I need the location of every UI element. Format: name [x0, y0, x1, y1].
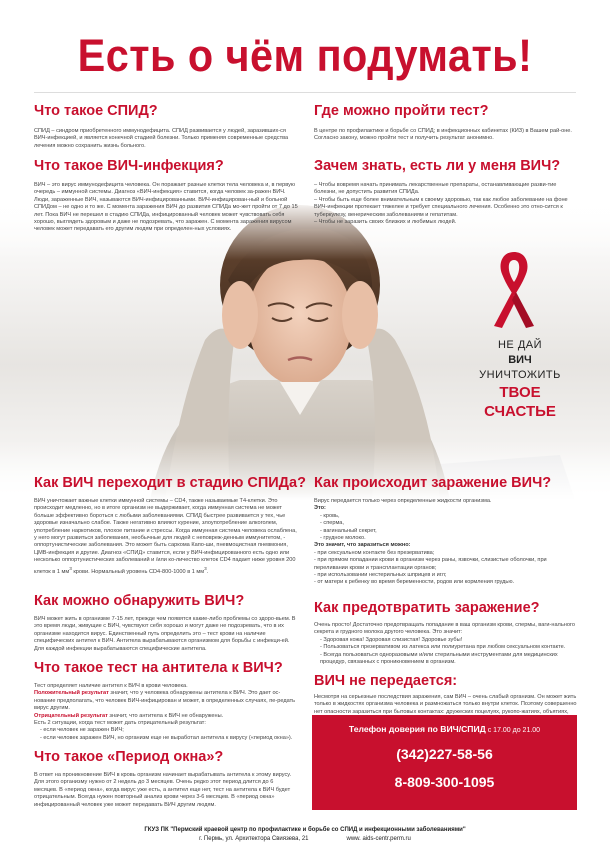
heading-antibody-test: Что такое тест на антитела к ВИЧ?: [34, 660, 283, 676]
stage-sup: 3: [69, 565, 72, 571]
negative-label: Отрицательный результат: [34, 712, 108, 719]
slogan-line-1: НЕ ДАЙ: [497, 339, 543, 351]
antibody-case: - если человек заражен ВИЧ, но организм еще не выработал антитела к вирусу («период окна»).: [40, 734, 293, 741]
prevent-item: - Пользоваться презервативом из латекса или полиуретана при любом сексуальном контакте.: [320, 644, 566, 651]
heading-detect: Как можно обнаружить ВИЧ?: [34, 593, 245, 609]
red-ribbon-icon: [488, 248, 540, 330]
slogan: [460, 338, 580, 421]
fluid-item: - грудное молоко.: [320, 535, 366, 542]
way-item: - при использовании нестерильных шприцев и игл;: [314, 572, 447, 579]
hotline-phone-2[interactable]: 8-809-300-1095: [394, 774, 495, 790]
slogan-line-5: СЧАСТЬЕ: [484, 403, 556, 420]
transmission-intro: Вирус передается только через определенные жидкости организма.: [314, 498, 492, 504]
text-not-transmitted: Несмотря на серьезные последствия заражения, сам ВИЧ – очень слабый организм. Он может жить только в жидкостях организма человека и размножаться только внутри клеток. Поэтому совершенно нет опасности заразиться при бытовых контактах: дружеских поцелуях, рукопо-жатиях, объятиях,: [314, 694, 577, 715]
antibody-negative: [34, 713, 298, 720]
heading-why-know: Зачем знать, есть ли у меня ВИЧ?: [314, 158, 561, 174]
stage-sup: 3: [204, 565, 207, 571]
page-title: Есть о чём подумать!: [77, 30, 533, 81]
heading-what-is-aids: Что такое СПИД?: [34, 103, 158, 119]
slogan-line-4: ТВОЕ: [499, 384, 541, 401]
hotline-title-text: Телефон доверия по ВИЧ/СПИД: [348, 724, 486, 734]
positive-text: значит, что у человека обнаружены антитела к ВИЧ. Это дает ос-нование предполагать, что человек ВИЧ-инфицирован и может, в определенных случаях, пе-редать вирус другим.: [34, 690, 296, 712]
way-item: - от матери к ребенку во время беременности, родов или кормления грудью.: [314, 579, 515, 586]
text-transmission: [314, 498, 578, 587]
heading-what-is-hiv: Что такое ВИЧ-инфекция?: [34, 158, 224, 174]
transmission-this-is: Это:: [314, 505, 326, 512]
why-know-line: – Чтобы вовремя начать принимать лекарственные препараты, останавливающие разви-тие болезни, не допустить развития СПИДа.: [314, 182, 557, 196]
heading-prevent: Как предотвратить заражение?: [314, 600, 540, 616]
antibody-intro: Тест определяет наличие антител к ВИЧ в крови человека.: [34, 683, 188, 689]
slogan-line-2: ВИЧ: [508, 354, 532, 366]
positive-label: Положительный результат: [34, 690, 109, 697]
heading-transmission: Как происходит заражение ВИЧ?: [314, 475, 552, 491]
text-prevent: [314, 622, 578, 666]
hotline-title: [312, 724, 577, 734]
way-item: - при прямом попадании крови в организм через раны, язвочки, слизистые оболочки, при переливании крови и трансплантации органов;: [314, 557, 547, 571]
antibody-positive: [34, 690, 298, 712]
footer-org: ГКУЗ ПК "Пермский краевой центр по профилактике и борьбе со СПИД и инфекционными заболеваниями": [144, 827, 466, 833]
why-know-line: – Чтобы не заразить своих близких и любимых людей.: [314, 219, 457, 226]
prevent-item: - Всегда пользоваться одноразовыми и/или стерильными инструментами для медицинских процедур, связанных с проникновением в организм.: [320, 651, 558, 666]
text-what-is-aids: СПИД – синдром приобретенного иммунодефицита. СПИД развивается у людей, заразивших-ся ВИЧ-инфекцией, и является конечной стадией болезни. Только применяя современные средства лечения можно сохранить жизнь больного.: [34, 128, 289, 149]
transmission-ways-title: Это значит, что заразиться можно:: [314, 542, 411, 549]
prevent-intro: Очень просто! Достаточно предотвращать попадание в ваш организм крови, спермы, ваги-нального секрета и грудного молока другого человека. Это значит:: [314, 622, 575, 636]
why-know-line: – Чтобы быть еще более внимательным к своему здоровью, так как любое заболевание на фоне ВИЧ-инфекции протекает тяжелее и требует специального лечения. Особенно это отно-сится к туберкулезу, венерическим заболеваниям и гепатитам.: [314, 196, 568, 218]
hotline-box: [312, 715, 577, 810]
stage-text-a: ВИЧ уничтожает важные клетки иммунной системы – CD4, также называемые Т4-клетки. Это происходит медленно, но в итоге организм не выдерживает, когда иммунная система не может больше эффективно бороться с любыми заболеваниями. СПИД быстрее развивается у тех, чье здоровье изначально слабое. Также негативно влияют курение, злоупотребление алкоголем, употребление наркотиков, плохое питание и стрессы. Когда иммунная система человека ослаблена, у него могут развиться заболевания, необычные для людей с неповреж-денным иммунитетом, - оппортунистические заболевания. Это может быть саркома Капо-ши, пневмоцистная пневмония, ЦМВ-инфекция и другие. Диагноз «СПИД» ставится, если у ВИЧ-инфицированного есть одно или несколько оппортунистических заболеваний и /или ко-личество клеток CD4 падает ниже уровня 200 клеток в 1 мм: [34, 498, 297, 575]
heading-not-transmitted: ВИЧ не передается:: [314, 673, 458, 689]
negative-text: значит, что антитела к ВИЧ не обнаружены.: [107, 712, 224, 719]
footer-address: г. Пермь, ул. Архитектора Свиязева, 21: [199, 836, 309, 842]
antibody-cases-intro: Есть 2 ситуации, когда тест может дать отрицательный результат:: [34, 720, 206, 727]
text-detect: ВИЧ может жить в организме 7-15 лет, прежде чем появятся какие-либо проблемы со здоро-вьем. В это время люди, живущие с ВИЧ, чувствуют себя хорошо и могут даже не подозревать, что в их организме находится вирус. Единственный путь определить это – тест крови на наличие специфических антител к ВИЧ. Антитела вырабатываются организмом для борьбы с инфекци-ей. Для каждой инфекции вырабатываются специфические антитела.: [34, 616, 296, 652]
way-item: - при сексуальном контакте без презерватива;: [314, 549, 435, 556]
title-divider: [34, 92, 576, 93]
text-what-is-hiv: ВИЧ – это вирус иммунодефицита человека. Он поражает разные клетки тела человека и, в первую очередь – иммунной системы. Диагноз «ВИЧ-инфекция» ставится, когда человек за-ражен ВИЧ. Люди, зараженные ВИЧ, называются ВИЧ-инфицированными. ВИЧ-инфицирован-ный и больной СПИДом – не одно и то же. С момента заражения ВИЧ до развития СПИДа мо-жет пройти от 7 до 15 лет. Пока ВИЧ не перешел в стадию СПИДа, инфицированный человек может чувствовать себя хорошо, выглядеть здоровым и даже не подозревать, что заражен. С момента заражения вирусом человек может передавать его другим людям при определен-ных условиях.: [34, 182, 298, 233]
hotline-hours: с 17.00 до 21.00: [485, 727, 541, 734]
heading-stage: Как ВИЧ переходит в стадию СПИДа?: [34, 475, 306, 491]
text-where-test: В центре по профилактике и борьбе со СПИД; в инфекционных кабинетах (КИЗ) в Вашем рай-оне. Согласно закону, можно пройти тест и получить результат анонимно.: [314, 128, 572, 142]
fluid-item: - сперма,: [320, 520, 344, 527]
footer: [0, 826, 610, 844]
prevent-item: - Здоровая кожа! Здоровая слизистая! Здоровье зубы!: [320, 636, 463, 643]
fluid-item: - кровь,: [320, 512, 340, 519]
heading-window: Что такое «Период окна»?: [34, 749, 224, 765]
footer-contacts: [0, 835, 610, 844]
hotline-phone-1[interactable]: (342)227-58-56: [396, 746, 493, 762]
text-antibody-test: [34, 683, 298, 742]
slogan-line-3: УНИЧТОЖИТЬ: [479, 369, 561, 381]
fluid-item: - вагинальный секрет,: [320, 527, 377, 534]
heading-where-test: Где можно пройти тест?: [314, 103, 489, 119]
footer-website[interactable]: www. aids-centr.perm.ru: [346, 836, 411, 842]
stage-text-c: .: [206, 568, 209, 575]
antibody-case: - если человек не заражен ВИЧ;: [40, 727, 124, 734]
text-stage: [34, 498, 298, 576]
text-why-know: [314, 182, 578, 226]
stage-text-b: крови. Нормальный уровень CD4-800-1000 в 1 мм: [71, 568, 205, 575]
text-window: В ответ на проникновение ВИЧ в кровь организм начинает вырабатывать антитела к этому вирусу. Для этого организму нужно от 2 недель до 3 месяцев. Очень редко этот период длится до 6 месяцев. В «период окна», когда вирус уже есть, а антител еще нет, тест на антитела к ВИЧ будет отрицательным. Всегда нужен повторный анализ крови через 3-6 месяцев. В «период окна» инфицированный человек уже может передавать ВИЧ другим людям.: [34, 772, 292, 808]
